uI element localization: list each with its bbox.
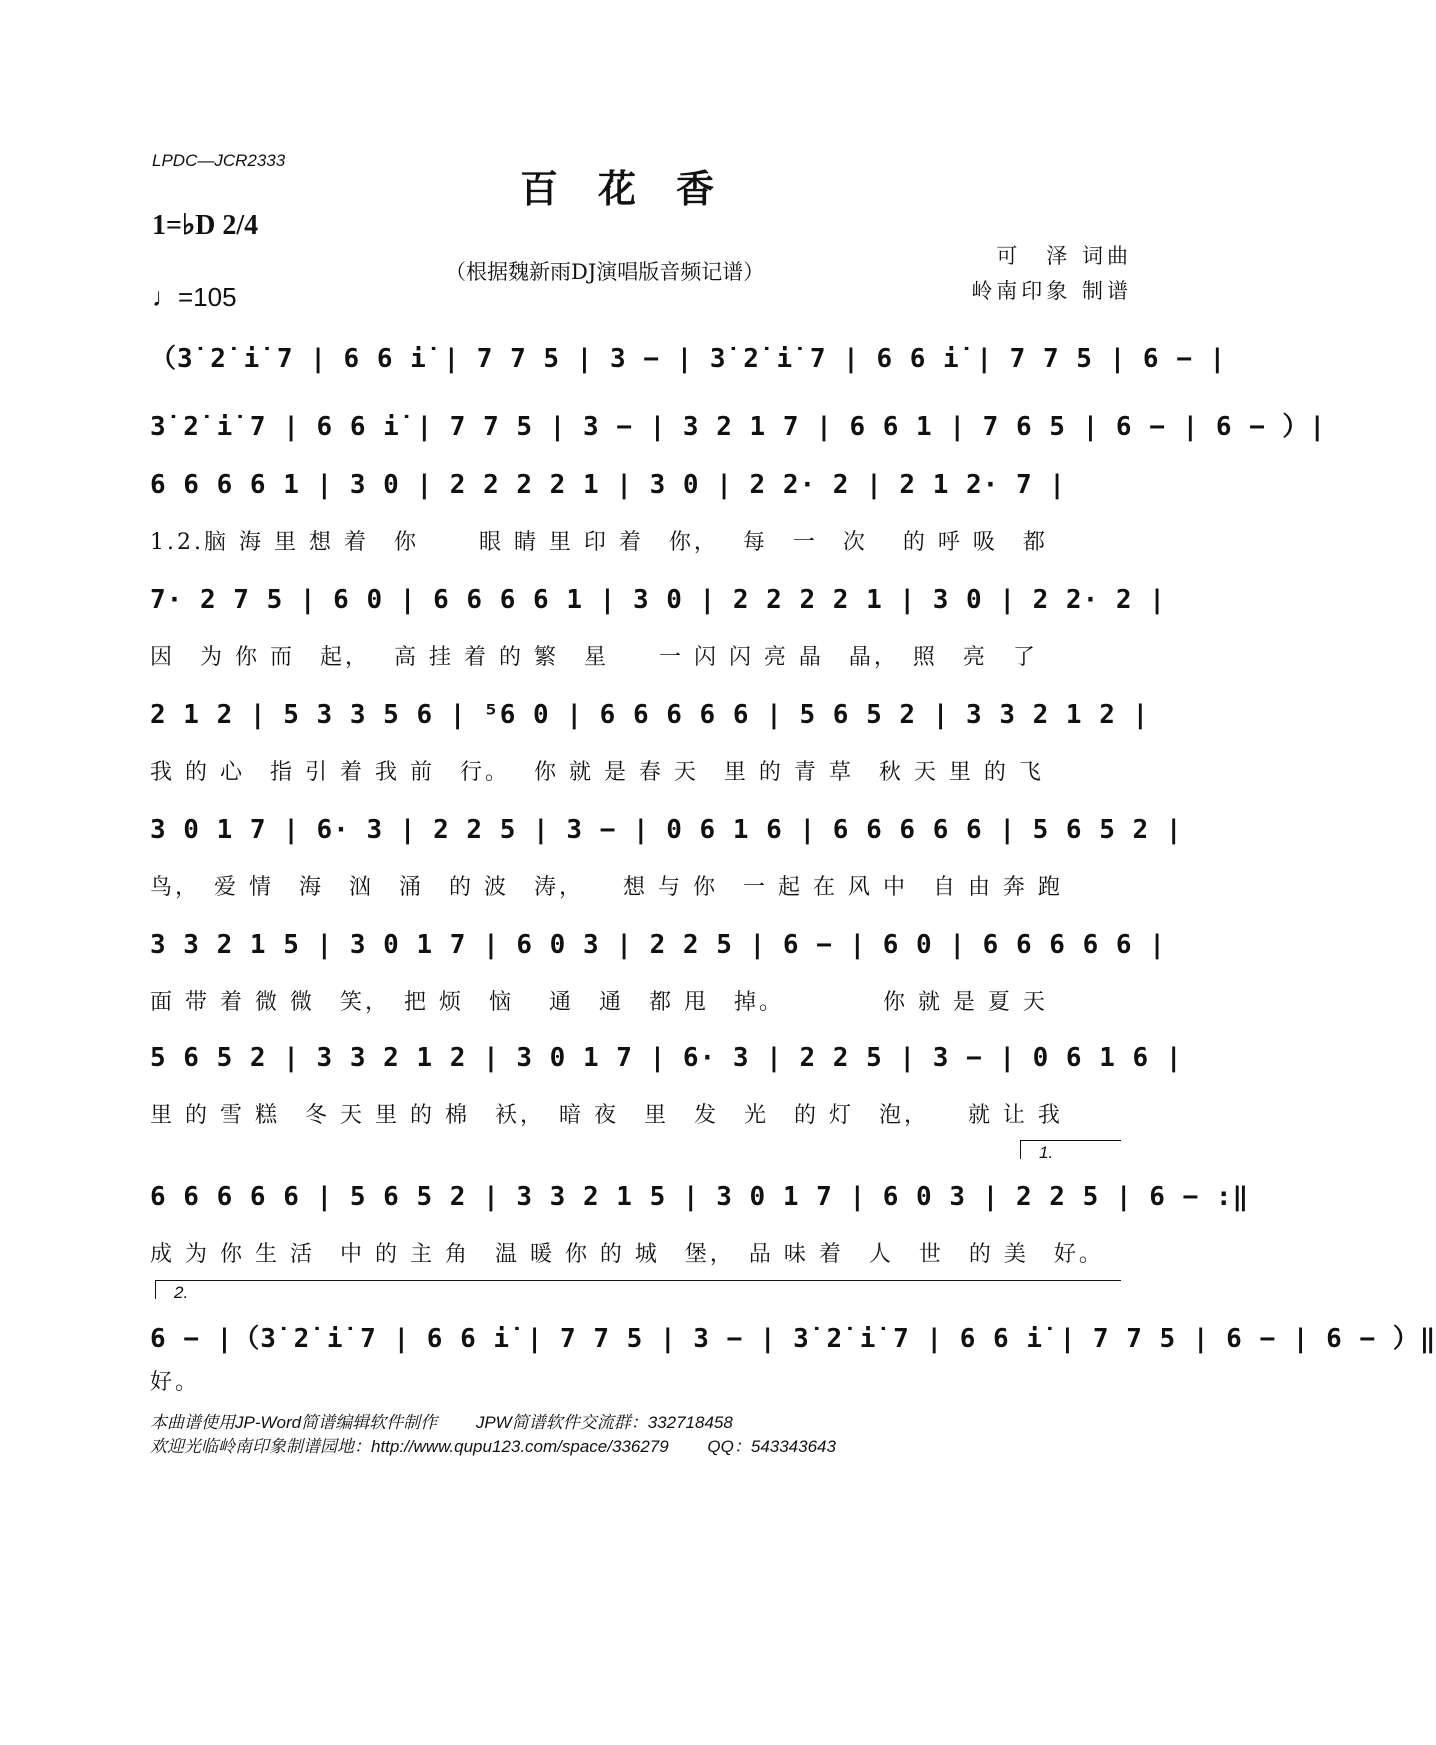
score-line-3: 6 6 6 6 1 | 3 0 | 2 2 2 2 1 | 3 0 | 2 2· 2 | 2 1 2· 7 |: [150, 470, 1066, 500]
tempo-marking: ♩=105: [152, 282, 237, 312]
intro-line-1: （3̇ 2̇ i̇ 7 | 6 6 i̇ | 7 7 5 | 3 − | 3̇ 2̇ i̇ 7 | 6 6 i̇ | 7 7 5 | 6 − |: [150, 344, 1227, 374]
score-line-8: 5 6 5 2 | 3 3 2 1 2 | 3 0 1 7 | 6· 3 | 2 2 5 | 3 − | 0 6 1 6 |: [150, 1043, 1183, 1073]
lyric-line-4: 因 为 你 而 起， 高 挂 着 的 繁 星 一 闪 闪 亮 晶 晶， 照 亮 了: [150, 645, 1038, 670]
lyric-line-8: 里 的 雪 糕 冬 天 里 的 棉 袄， 暗 夜 里 发 光 的 灯 泡， 就 让 我: [150, 1103, 1063, 1128]
subtitle: （根据魏新雨DJ演唱版音频记谱）: [445, 260, 765, 284]
song-title: 百花香: [520, 166, 755, 211]
lyric-line-6: 鸟， 爱 情 海 汹 涌 的 波 涛， 想 与 你 一 起 在 风 中 自 由 奔 跑: [150, 875, 1063, 900]
score-line-9: 6 6 6 6 6 | 5 6 5 2 | 3 3 2 1 5 | 3 0 1 7 | 6 0 3 | 2 2 5 | 6 − :‖: [150, 1182, 1250, 1212]
first-ending-bracket: [1020, 1140, 1121, 1162]
score-line-4: 7· 2 7 5 | 6 0 | 6 6 6 6 1 | 3 0 | 2 2 2 2 1 | 3 0 | 2 2· 2 |: [150, 585, 1166, 615]
first-ending-label: 1.: [1039, 1143, 1054, 1162]
lyric-line-7: 面 带 着 微 微 笑， 把 烦 恼 通 通 都 甩 掉。 你 就 是 夏 天: [150, 990, 1048, 1015]
score-line-10: 6 − |（3̇ 2̇ i̇ 7 | 6 6 i̇ | 7 7 5 | 3 − | 3̇ 2̇ i̇ 7 | 6 6 i̇ | 7 7 5 | 6 − | 6 − ）‖: [150, 1324, 1436, 1354]
key-signature: 1=♭D 2/4: [152, 210, 259, 241]
score-line-6: 3 0 1 7 | 6· 3 | 2 2 5 | 3 − | 0 6 1 6 | 6 6 6 6 6 | 5 6 5 2 |: [150, 815, 1183, 845]
lyric-line-3: 1.2.脑 海 里 想 着 你 眼 睛 里 印 着 你， 每 一 次 的 呼 吸 都: [150, 530, 1048, 555]
intro-line-2: 3̇ 2̇ i̇ 7 | 6 6 i̇ | 7 7 5 | 3 − | 3 2 1 7 | 6 6 1 | 7 6 5 | 6 − | 6 − ）|: [150, 412, 1327, 442]
footer-software-note: 本曲谱使用JP-Word简谱编辑软件制作 JPW简谱软件交流群：332718458: [150, 1413, 733, 1432]
composer-credit: 可 泽 词曲: [996, 244, 1132, 268]
footer-website-note: 欢迎光临岭南印象制谱园地：http://www.qupu123.com/space/336279 QQ：543343643: [150, 1437, 836, 1456]
lyric-line-9: 成 为 你 生 活 中 的 主 角 温 暖 你 的 城 堡， 品 味 着 人 世 的 美 好。: [150, 1242, 1104, 1267]
score-code: LPDC—JCR2333: [152, 151, 286, 170]
transcriber-credit: 岭南印象 制谱: [971, 279, 1132, 303]
second-ending-bracket: [155, 1280, 1121, 1302]
score-line-7: 3 3 2 1 5 | 3 0 1 7 | 6 0 3 | 2 2 5 | 6 − | 6 0 | 6 6 6 6 6 |: [150, 930, 1166, 960]
second-ending-label: 2.: [174, 1283, 189, 1302]
lyric-line-5: 我 的 心 指 引 着 我 前 行。 你 就 是 春 天 里 的 青 草 秋 天 里 的 飞: [150, 760, 1044, 785]
lyric-line-10: 好。: [150, 1370, 201, 1395]
score-line-5: 2 1 2 | 5 3 3 5 6 | ⁵6 0 | 6 6 6 6 6 | 5 6 5 2 | 3 3 2 1 2 |: [150, 700, 1150, 730]
